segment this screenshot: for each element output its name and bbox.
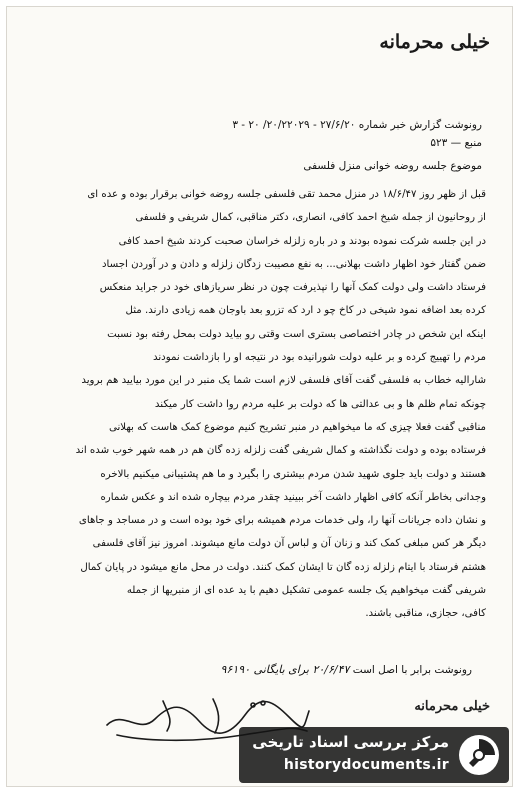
body-line: مردم را تهییج کرده و بر علیه دولت شورانیده بود در نتیجه او را بازداشت نمودند bbox=[152, 352, 486, 364]
footer-classification: خیلی محرمانه bbox=[414, 699, 490, 714]
body-line: شریفی گفت میخواهیم یک جلسه عمومی تشکیل دهیم با ید عده ای از منبریها از جمله bbox=[126, 585, 486, 597]
body-line: اینکه این شخص در چادر اختصاصی بستری است وقتی رو بیاید دولت بمحل رفته بود نسبت bbox=[107, 328, 486, 340]
body-line: قبل از ظهر روز ۱۸/۶/۴۷ در منزل محمد تقی فلسفی جلسه روضه خوانی برقرار بوده و عده ای bbox=[87, 189, 486, 200]
body-line: فرستاده بوده و دولت نگذاشته و کمال شریفی گفت زلزله زده گان هم در همه شهر خوب شده اند bbox=[75, 445, 486, 457]
body-line: فرستاد داشت ولی دولت کمک آنها را نپذیرفت چون در نظر سریازهای خود در جراید منعکس bbox=[99, 282, 486, 294]
body-line: و نشان داده جریانات آنها را، ولی خدمات مردم همیشه برای خود بوده است و در مساجد و جاهای bbox=[78, 515, 486, 527]
body-line: کافی، حجازی، مناقبی باشند. bbox=[365, 608, 486, 620]
document-page bbox=[6, 6, 513, 787]
body-line: مناقبی گفت فعلا چیزی که ما میخواهیم در منبر تشریح کنیم موضوع کمک هاست که بهلانی bbox=[108, 421, 486, 433]
archive-logo-icon bbox=[457, 733, 501, 777]
document-body bbox=[18, 183, 486, 626]
body-line: دیگر هر کس مبلغی کمک کند و زنان آن و لباس آن دولت مانع میشوند. امروز نیز آقای فلسفی bbox=[92, 538, 486, 550]
body-line: وجدانی بخاطر آنکه کافی اظهار داشت آخر ببینید چقدر مردم بیچاره شده اند و عکس شماره bbox=[100, 491, 486, 503]
copy-note-printed: رونوشت برابر با اصل است bbox=[352, 664, 472, 676]
watermark-name: مرکز بررسی اسناد تاریخی bbox=[252, 733, 449, 751]
body-line: از روحانیون از جمله شیخ احمد کافی، انصاری، دکتر مناقبی، کمال شریفی و فلسفی bbox=[135, 212, 486, 224]
body-line: چونکه تمام ظلم ها و بی عدالتی ها که دولت بر علیه مردم روا داشت کار میکند bbox=[154, 398, 486, 410]
watermark-website: historydocuments.ir bbox=[283, 757, 449, 773]
body-line: کرده بعد اضافه نمود شیخی در کاخ چو د ارد که تزرو بعد باوجان همه زیادی دارند. مثل bbox=[125, 305, 486, 317]
reference-line: رونوشت گزارش خبر شماره ۲۷/۶/۲۰ - ۲۰/۲۲۰۲۹/ ۲۰ - ۳ bbox=[232, 119, 482, 131]
copy-note bbox=[42, 663, 472, 676]
body-line: هستند و دولت باید جلوی شهید شدن مردم بیشتری را بگیرد و ما هم پشتیبانی میکنیم بالاخره bbox=[100, 468, 486, 480]
classification-header: خیلی محرمانه bbox=[379, 31, 490, 53]
body-line: هشتم فرستاد با ایتام زلزله زده گان تا ایشان کمک کنند. دولت در محل مانع میشود در پایان کمال bbox=[80, 561, 486, 573]
source-line: منبع — ۵۲۳ bbox=[430, 137, 482, 149]
watermark-banner bbox=[239, 727, 509, 783]
body-line: شارالیه خطاب به فلسفی گفت آقای فلسفی لازم است شما یک منبر در این مورد بیایید هم بروید bbox=[81, 375, 486, 387]
subject-line: موضوع جلسه روضه خوانی منزل فلسفی bbox=[303, 160, 482, 172]
copy-note-handwritten: ۲۰/۶/۴۷ برای بایگانی ۹۶۱۹۰ bbox=[220, 663, 350, 676]
body-line: در این جلسه شرکت نموده بودند و در باره زلزله خراسان صحبت کردند شیخ احمد کافی bbox=[118, 235, 486, 247]
body-line: ضمن گفتار خود اظهار داشت بهلانی... به نفع مصیبت زدگان زلزله و دادن و در آوردن اجساد bbox=[101, 258, 486, 270]
